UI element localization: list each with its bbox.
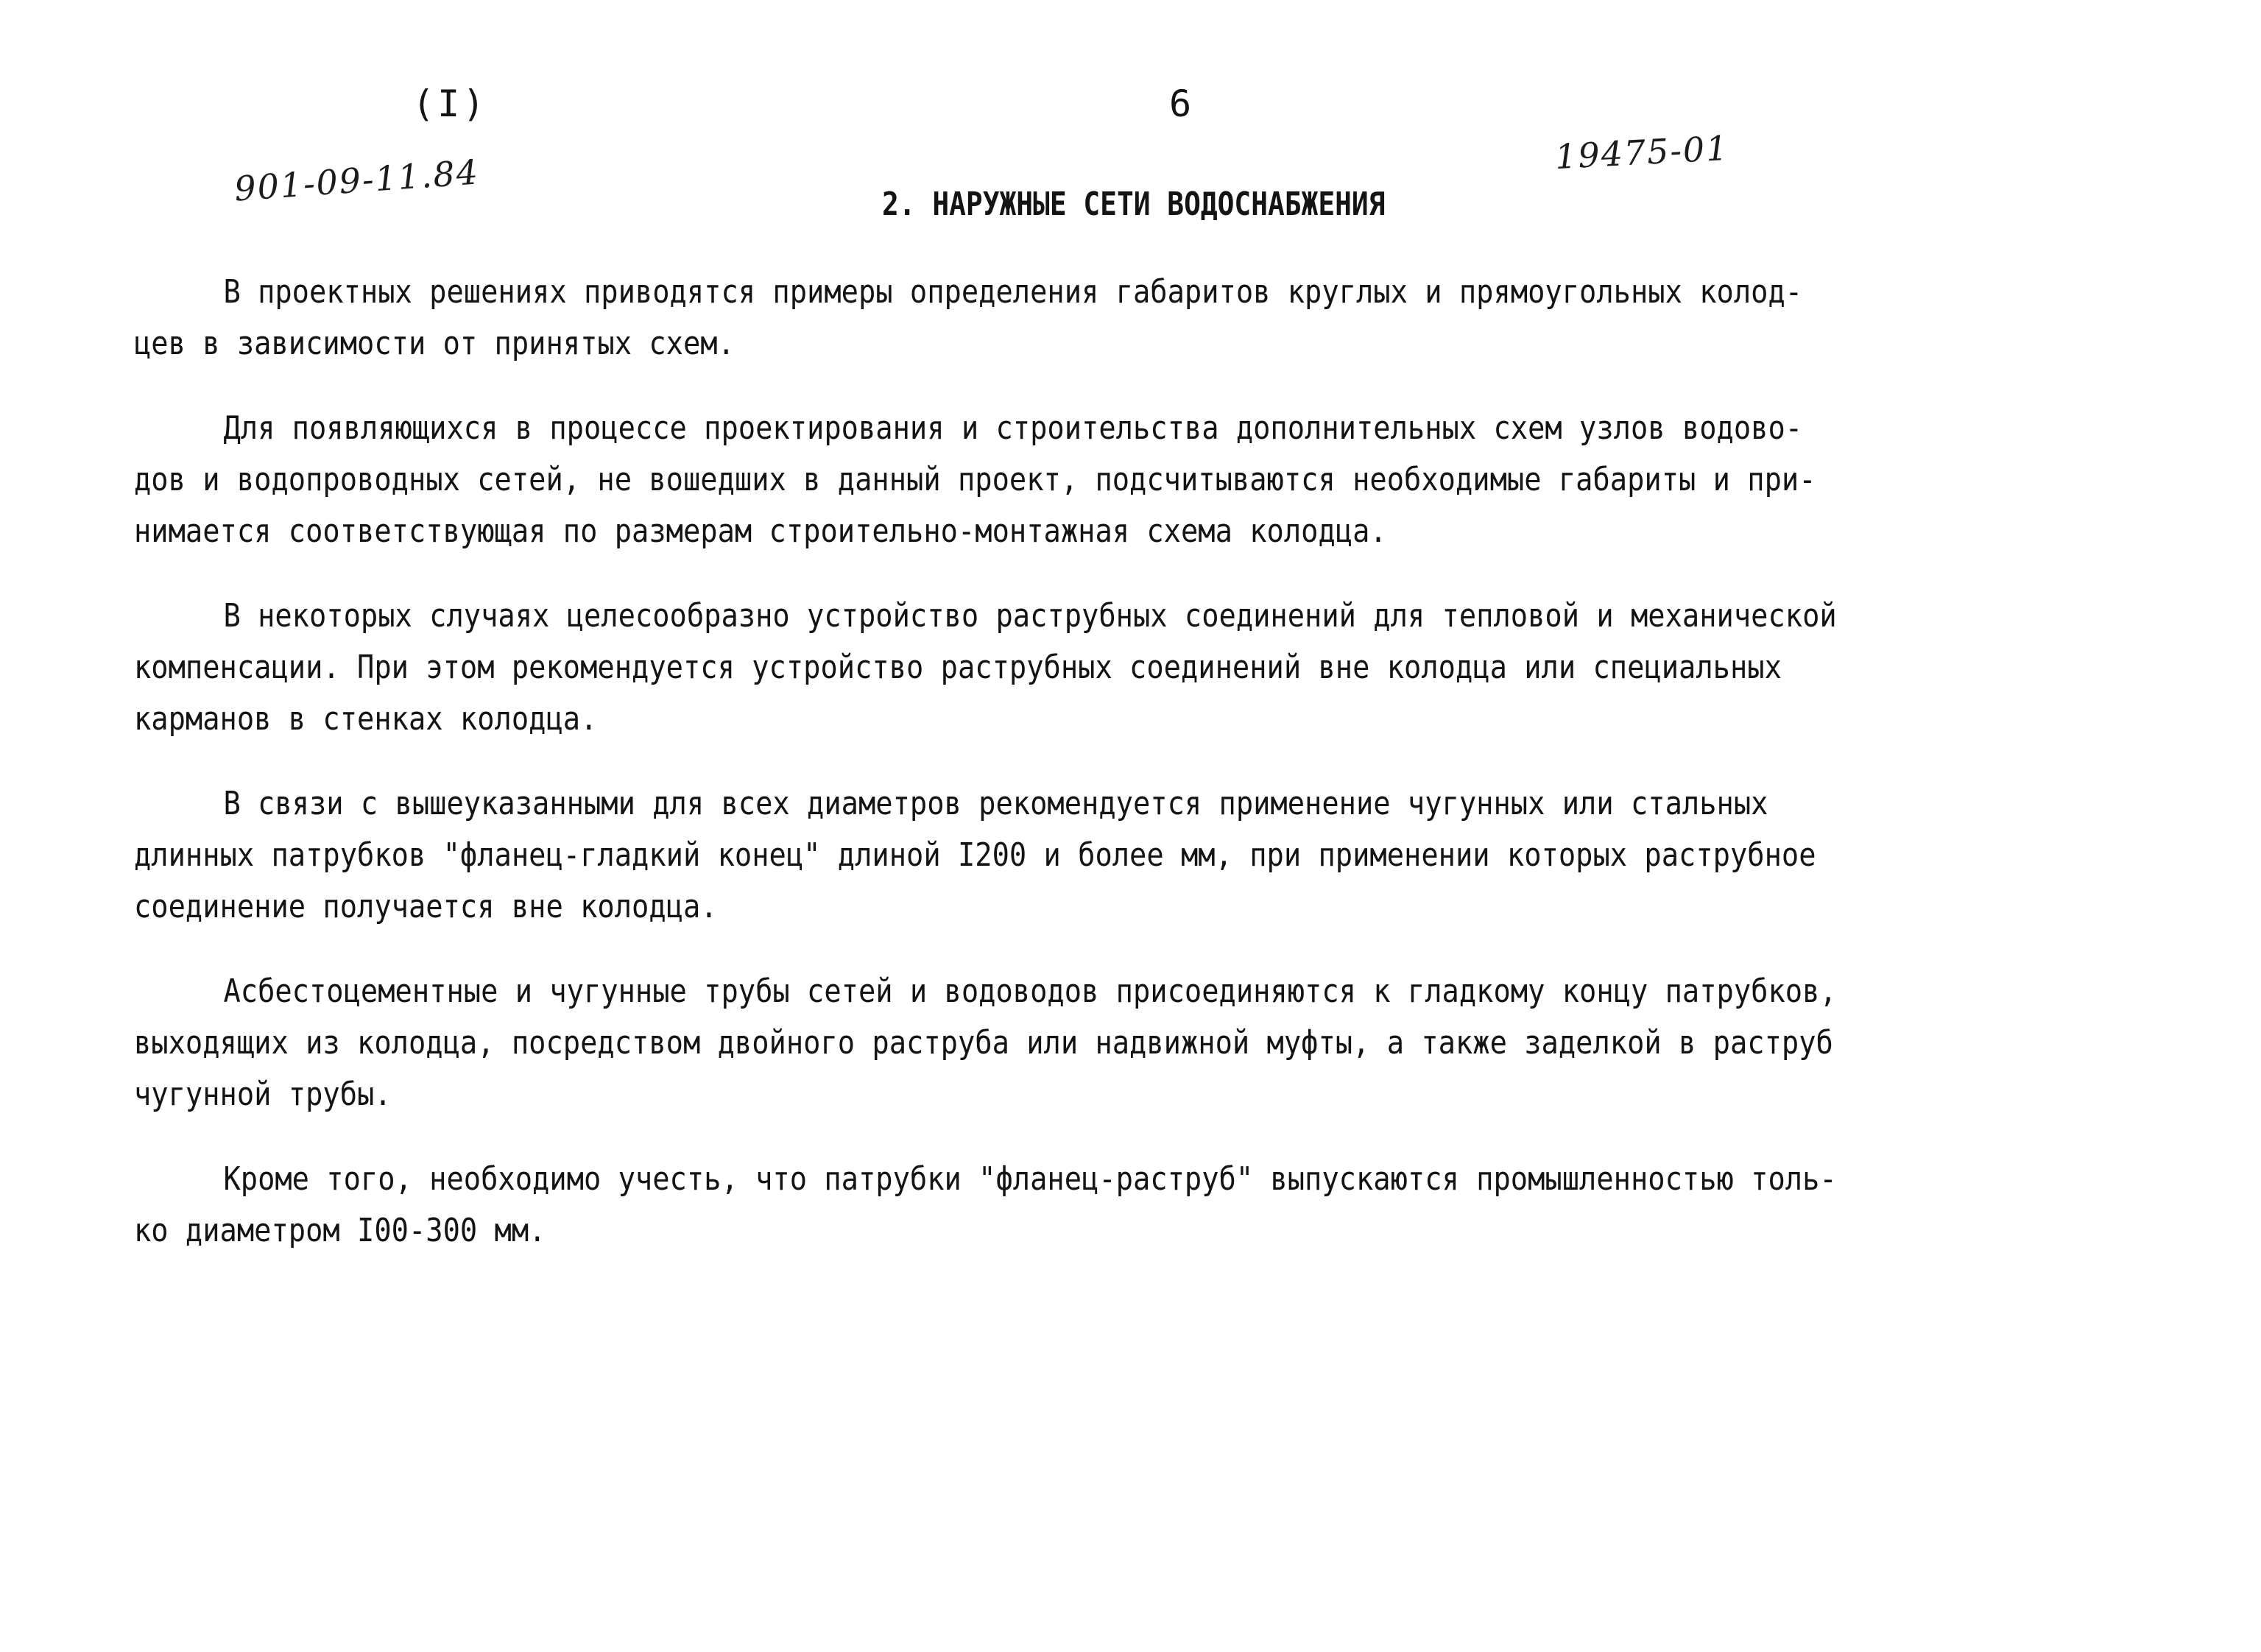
paragraph-2 [134, 403, 2166, 557]
paragraph-5 [134, 966, 2166, 1120]
text-line: дов и водопроводных сетей, не вошедших в данный проект, подсчитываются необходимые габариты и при- [134, 461, 1816, 498]
paragraph-4 [134, 778, 2166, 933]
text-line: Для появляющихся в процессе проектирования и строительства дополнительных схем узлов водово- [223, 409, 1803, 447]
text-line: чугунной трубы. [134, 1076, 392, 1113]
text-line: Кроме того, необходимо учесть, что патрубки "фланец-раструб" выпускаются промышленностью толь- [223, 1160, 1837, 1198]
paragraph-6 [134, 1154, 2166, 1257]
paragraph-1 [134, 266, 2166, 370]
text-line: В некоторых случаях целесообразно устройство раструбных соединений для тепловой и механической [223, 597, 1837, 635]
text-line: В связи с вышеуказанными для всех диаметров рекомендуется применение чугунных или стальных [223, 785, 1768, 822]
text-line: Асбестоцементные и чугунные трубы сетей и водоводов присоединяются к гладкому концу патрубков, [223, 973, 1837, 1010]
text-line: В проектных решениях приводятся примеры определения габаритов круглых и прямоугольных колод- [223, 273, 1803, 311]
body-text [134, 266, 2166, 1290]
text-line: ко диаметром I00-300 мм. [134, 1212, 546, 1249]
text-line: компенсации. При этом рекомендуется устройство раструбных соединений вне колодца или специальных [134, 649, 1782, 686]
sheet-mark: (I) [412, 82, 488, 125]
text-line: нимается соответствующая по размерам строительно-монтажная схема колодца. [134, 512, 1387, 550]
handwritten-document-code: 901-09-11.84 [233, 152, 481, 209]
text-line: карманов в стенках колодца. [134, 700, 598, 738]
text-line: выходящих из колодца, посредством двойного раструба или надвижной муфты, а также заделкой в раструб [134, 1024, 1833, 1062]
handwritten-registration-number: 19475-01 [1553, 127, 1730, 177]
text-line: цев в зависимости от принятых схем. [134, 325, 735, 362]
text-line: длинных патрубков "фланец-гладкий конец" длиной I200 и более мм, при применении которых раструбное [134, 836, 1816, 874]
page-number: 6 [1169, 82, 1192, 125]
text-line: соединение получается вне колодца. [134, 888, 718, 925]
paragraph-3 [134, 590, 2166, 745]
section-title: 2. НАРУЖНЫЕ СЕТИ ВОДОСНАБЖЕНИЯ [882, 186, 1386, 223]
